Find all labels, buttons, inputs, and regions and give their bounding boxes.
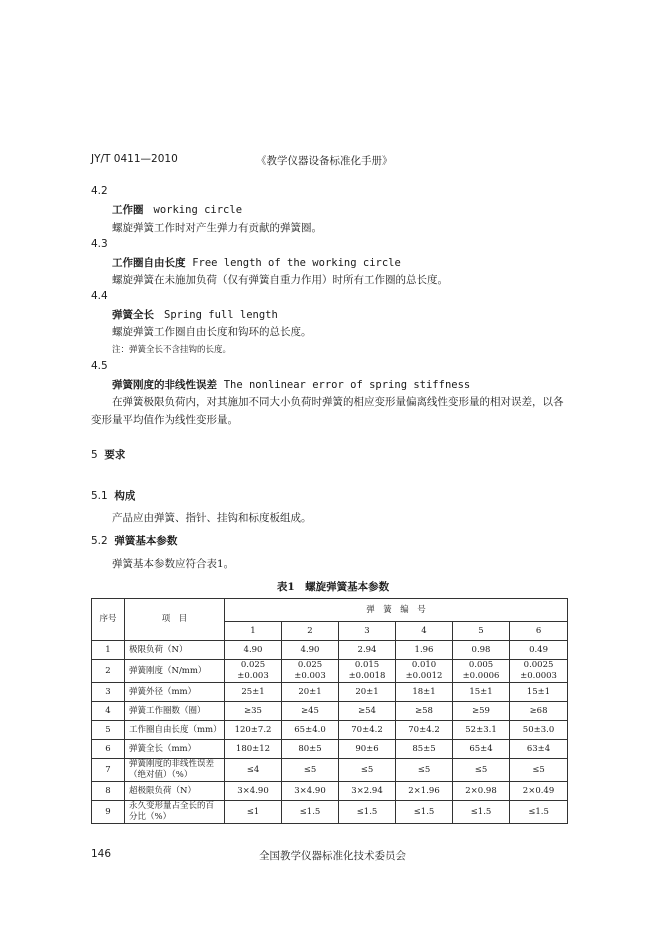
section-5-2-title: 弹簧基本参数 — [114, 535, 178, 547]
cell-spring-3: 0.015 ±0.0018 — [339, 660, 396, 683]
term-4-2-cn: 工作圈 — [112, 204, 144, 216]
cell-spring-1: 25±1 — [225, 683, 282, 702]
cell-spring-2: 80±5 — [282, 740, 339, 759]
definition-4-3: 螺旋弹簧在未施加负荷（仅有弹簧自重力作用）时所有工作圈的总长度。 — [112, 274, 448, 286]
row-item-name: 弹簧全长（mm） — [125, 740, 225, 759]
table-row — [92, 683, 568, 702]
cell-spring-5: 2×0.98 — [453, 782, 510, 801]
cell-spring-5: ≤5 — [453, 759, 510, 782]
header-col-4: 4 — [396, 622, 453, 641]
row-number: 6 — [92, 740, 125, 759]
page-number: 146 — [91, 848, 112, 860]
cell-spring-6: ≤1.5 — [510, 801, 568, 824]
cell-spring-1: 120±7.2 — [225, 721, 282, 740]
term-4-2 — [112, 202, 242, 217]
cell-spring-2: 65±4.0 — [282, 721, 339, 740]
row-number: 8 — [92, 782, 125, 801]
cell-spring-2: ≤5 — [282, 759, 339, 782]
cell-spring-5: 15±1 — [453, 683, 510, 702]
row-number: 2 — [92, 660, 125, 683]
section-5-1-title: 构成 — [114, 490, 136, 502]
cell-spring-2: ≤1.5 — [282, 801, 339, 824]
section-5-2-number: 5.2 — [91, 535, 108, 547]
term-4-3-cn: 工作圈自由长度 — [112, 257, 186, 269]
row-item-name: 工作圈自由长度（mm） — [125, 721, 225, 740]
section-5-2-text: 弹簧基本参数应符合表1。 — [112, 558, 235, 570]
cell-spring-4: ≥58 — [396, 702, 453, 721]
section-5-1-text: 产品应由弹簧、指针、挂钩和标度板组成。 — [112, 512, 312, 524]
cell-spring-3: 90±6 — [339, 740, 396, 759]
cell-spring-6: 63±4 — [510, 740, 568, 759]
header-seq: 序号 — [92, 599, 125, 641]
cell-spring-3: 2.94 — [339, 641, 396, 660]
row-number: 1 — [92, 641, 125, 660]
section-5-heading — [91, 447, 125, 462]
table-row — [92, 660, 568, 683]
table-row — [92, 782, 568, 801]
cell-spring-2: 4.90 — [282, 641, 339, 660]
cell-spring-1: 4.90 — [225, 641, 282, 660]
cell-spring-3: ≥54 — [339, 702, 396, 721]
section-4-5-number: 4.5 — [91, 360, 108, 372]
term-4-5-cn: 弹簧刚度的非线性误差 — [112, 379, 217, 391]
row-item-name: 弹簧刚度的非线性误差 （绝对值）（%） — [125, 759, 225, 782]
cell-spring-6: ≥68 — [510, 702, 568, 721]
section-5-2-heading — [91, 533, 177, 548]
book-title: 《教学仪器设备标准化手册》 — [256, 155, 393, 167]
cell-spring-6: 2×0.49 — [510, 782, 568, 801]
term-4-3-en: Free length of the working circle — [192, 257, 401, 269]
row-number: 3 — [92, 683, 125, 702]
cell-spring-6: ≤5 — [510, 759, 568, 782]
section-4-2-number: 4.2 — [91, 185, 108, 197]
cell-spring-4: ≤1.5 — [396, 801, 453, 824]
row-number: 7 — [92, 759, 125, 782]
cell-spring-4: 0.010 ±0.0012 — [396, 660, 453, 683]
table-row — [92, 721, 568, 740]
row-number: 4 — [92, 702, 125, 721]
definition-4-2: 螺旋弹簧工作时对产生弹力有贡献的弹簧圈。 — [112, 222, 322, 234]
cell-spring-4: 18±1 — [396, 683, 453, 702]
section-4-3-number: 4.3 — [91, 238, 108, 250]
row-item-name: 极限负荷（N） — [125, 641, 225, 660]
cell-spring-4: ≤5 — [396, 759, 453, 782]
cell-spring-4: 1.96 — [396, 641, 453, 660]
section-5-1-number: 5.1 — [91, 490, 108, 502]
table-row — [92, 702, 568, 721]
row-item-name: 弹簧外径（mm） — [125, 683, 225, 702]
definition-4-5-line2: 变形量平均值作为线性变形量。 — [91, 414, 238, 426]
section-5-1-heading — [91, 488, 135, 503]
term-4-4 — [112, 307, 278, 322]
term-4-3 — [112, 255, 401, 270]
cell-spring-3: ≤5 — [339, 759, 396, 782]
header-col-3: 3 — [339, 622, 396, 641]
term-4-4-cn: 弹簧全长 — [112, 309, 154, 321]
cell-spring-1: 180±12 — [225, 740, 282, 759]
cell-spring-4: 2×1.96 — [396, 782, 453, 801]
cell-spring-4: 70±4.2 — [396, 721, 453, 740]
cell-spring-5: 65±4 — [453, 740, 510, 759]
cell-spring-2: 3×4.90 — [282, 782, 339, 801]
row-item-name: 弹簧刚度（N/mm） — [125, 660, 225, 683]
table-row — [92, 740, 568, 759]
cell-spring-2: 0.025 ±0.003 — [282, 660, 339, 683]
spring-parameters-table — [91, 598, 568, 824]
table-row — [92, 759, 568, 782]
cell-spring-4: 85±5 — [396, 740, 453, 759]
table-row — [92, 641, 568, 660]
term-4-5-en: The nonlinear error of spring stiffness — [223, 379, 471, 391]
row-number: 9 — [92, 801, 125, 824]
cell-spring-5: ≥59 — [453, 702, 510, 721]
cell-spring-5: 52±3.1 — [453, 721, 510, 740]
cell-spring-1: 3×4.90 — [225, 782, 282, 801]
cell-spring-6: 50±3.0 — [510, 721, 568, 740]
row-number: 5 — [92, 721, 125, 740]
table-caption: 表1 螺旋弹簧基本参数 — [276, 581, 390, 593]
cell-spring-3: 70±4.2 — [339, 721, 396, 740]
section-4-4-number: 4.4 — [91, 290, 108, 302]
cell-spring-5: 0.005 ±0.0006 — [453, 660, 510, 683]
cell-spring-2: ≥45 — [282, 702, 339, 721]
header-item: 项 目 — [125, 599, 225, 641]
cell-spring-1: ≥35 — [225, 702, 282, 721]
header-col-2: 2 — [282, 622, 339, 641]
header-col-5: 5 — [453, 622, 510, 641]
cell-spring-5: 0.98 — [453, 641, 510, 660]
section-5-title: 要求 — [104, 449, 126, 461]
cell-spring-1: ≤4 — [225, 759, 282, 782]
cell-spring-5: ≤1.5 — [453, 801, 510, 824]
cell-spring-3: 20±1 — [339, 683, 396, 702]
note-4-4: 注：弹簧全长不含挂钩的长度。 — [112, 345, 232, 355]
definition-4-4: 螺旋弹簧工作圈自由长度和钩环的总长度。 — [112, 326, 312, 338]
term-4-5 — [112, 377, 470, 392]
standard-code: JY/T 0411—2010 — [91, 153, 178, 165]
footer-organization: 全国教学仪器标准化技术委员会 — [259, 850, 406, 862]
cell-spring-6: 15±1 — [510, 683, 568, 702]
row-item-name: 弹簧工作圈数（圈） — [125, 702, 225, 721]
section-5-number: 5 — [91, 449, 98, 461]
table-row — [92, 801, 568, 824]
cell-spring-6: 0.0025 ±0.0003 — [510, 660, 568, 683]
row-item-name: 超极限负荷（N） — [125, 782, 225, 801]
cell-spring-6: 0.49 — [510, 641, 568, 660]
cell-spring-3: ≤1.5 — [339, 801, 396, 824]
cell-spring-1: ≤1 — [225, 801, 282, 824]
definition-4-5-line1: 在弹簧极限负荷内，对其施加不同大小负荷时弹簧的相应变形量偏离线性变形量的相对误差，以各 — [112, 396, 564, 408]
header-col-6: 6 — [510, 622, 568, 641]
term-4-4-en: Spring full length — [164, 309, 278, 321]
table-body — [92, 641, 568, 824]
cell-spring-2: 20±1 — [282, 683, 339, 702]
header-spring-number: 弹 簧 编 号 — [225, 599, 568, 622]
header-col-1: 1 — [225, 622, 282, 641]
term-4-2-en: working circle — [153, 204, 243, 216]
row-item-name: 永久变形量占全长的百 分比（%） — [125, 801, 225, 824]
cell-spring-3: 3×2.94 — [339, 782, 396, 801]
cell-spring-1: 0.025 ±0.003 — [225, 660, 282, 683]
